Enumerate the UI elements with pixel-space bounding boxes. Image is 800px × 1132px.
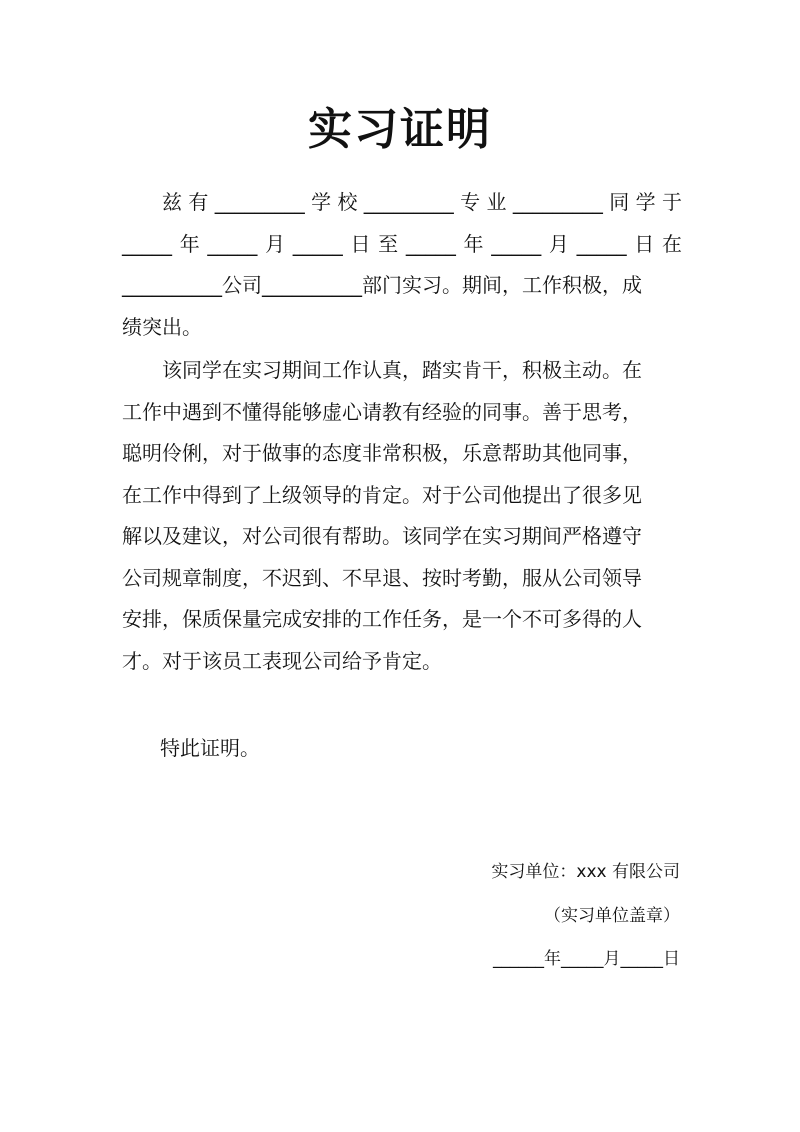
text-segment: 日 bbox=[350, 231, 371, 256]
text-segment: 专 bbox=[460, 190, 481, 214]
paragraph-1-line-3: __________公司__________部门实习。期间，工作积极，成 bbox=[122, 273, 642, 297]
paragraph-2-line: 工作中遇到不懂得能够虚心请教有经验的同事。善于思考， bbox=[122, 399, 642, 424]
text-segment: 至 bbox=[378, 231, 399, 256]
text-segment: 于 bbox=[661, 190, 682, 214]
paragraph-2-line: 解以及建议，对公司很有帮助。该同学在实习期间严格遵守 bbox=[122, 524, 642, 548]
blank-start-month: _____ bbox=[207, 231, 258, 256]
text-segment: 月 bbox=[548, 231, 569, 256]
paragraph-2-line: 公司规章制度，不迟到、不早退、按时考勤，服从公司领导 bbox=[122, 565, 642, 590]
blank-start-year: _____ bbox=[122, 231, 172, 256]
blank-school: _________ bbox=[214, 190, 305, 214]
blank-end-year: _____ bbox=[405, 231, 456, 256]
paragraph-1-line-2 bbox=[122, 224, 682, 266]
paragraph-1-line-4: 绩突出。 bbox=[122, 314, 202, 339]
text-segment: 学 bbox=[311, 190, 332, 214]
paragraph-2-line: 在工作中得到了上级领导的肯定。对于公司他提出了很多见 bbox=[122, 482, 642, 507]
text-segment: 年 bbox=[463, 231, 484, 256]
text-segment: 学 bbox=[635, 190, 656, 214]
text-segment: 有 bbox=[188, 190, 209, 214]
paragraph-1 bbox=[122, 182, 682, 348]
text-segment: 月 bbox=[265, 231, 286, 256]
signature-seal-note: （实习单位盖章） bbox=[544, 906, 680, 926]
paragraph-1-line-1 bbox=[122, 182, 682, 224]
text-segment: 在 bbox=[661, 231, 682, 256]
blank-student-name: _________ bbox=[512, 190, 603, 214]
text-segment: 年 bbox=[179, 231, 200, 256]
blank-end-month: _____ bbox=[491, 231, 542, 256]
text-segment: 业 bbox=[486, 190, 507, 214]
blank-end-day: _____ bbox=[576, 231, 627, 256]
paragraph-2 bbox=[122, 350, 682, 682]
text-segment: 校 bbox=[337, 190, 358, 214]
text-segment: 同 bbox=[609, 190, 630, 214]
paragraph-2-line: 才。对于该员工表现公司给予肯定。 bbox=[122, 648, 442, 673]
closing-statement: 特此证明。 bbox=[160, 736, 260, 760]
paragraph-2-line: 聪明伶俐，对于做事的态度非常积极，乐意帮助其他同事， bbox=[122, 441, 642, 465]
document-title: 实习证明 bbox=[308, 104, 492, 155]
text-segment: 兹 bbox=[162, 190, 182, 214]
blank-start-day: _____ bbox=[292, 231, 343, 256]
paragraph-2-line: 该同学在实习期间工作认真，踏实肯干，积极主动。在 bbox=[162, 358, 642, 382]
blank-major: _________ bbox=[363, 190, 454, 214]
signature-unit: 实习单位：xxx 有限公司 bbox=[491, 862, 680, 882]
paragraph-2-line: 安排，保质保量完成安排的工作任务，是一个不可多得的人 bbox=[122, 607, 642, 631]
text-segment: 日 bbox=[634, 231, 655, 256]
signature-date: ______年_____月_____日 bbox=[493, 949, 680, 969]
